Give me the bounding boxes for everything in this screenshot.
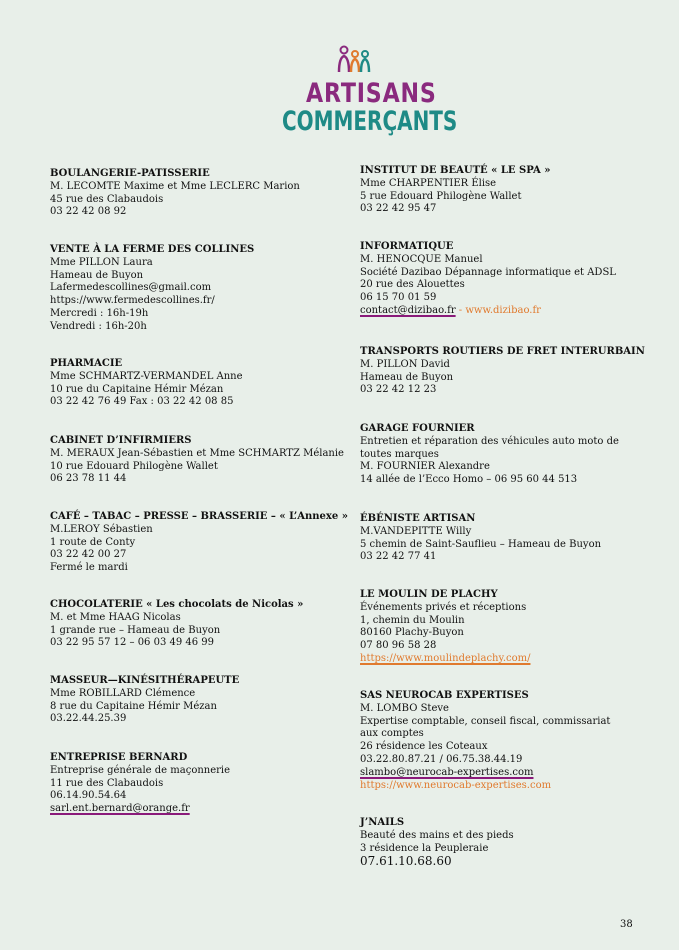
artisans-commercants-logo bbox=[282, 44, 458, 139]
email-link[interactable]: sarl.ent.bernard@orange.fr bbox=[50, 803, 190, 815]
entry-line: 03 22 42 95 47 bbox=[360, 203, 437, 215]
entry-title: J’NAILS bbox=[360, 817, 405, 828]
entry-title: SAS NEUROCAB EXPERTISES bbox=[360, 690, 529, 701]
entry-line: 06.14.90.54.64 bbox=[50, 790, 127, 802]
entry-line: Mercredi : 16h-19h bbox=[50, 307, 149, 319]
entry-line: 03 22 42 08 92 bbox=[50, 206, 127, 218]
entry-line: 10 rue Edouard Philogène Wallet bbox=[50, 460, 218, 472]
entry-line: 26 résidence les Coteaux bbox=[360, 741, 488, 753]
entry-transports bbox=[360, 346, 645, 397]
entry-line: 03 22 42 76 49 Fax : 03 22 42 08 85 bbox=[50, 396, 234, 408]
entry-line: 14 allée de l’Ecco Homo – 06 95 60 44 513 bbox=[360, 474, 578, 486]
email-link[interactable]: contact@dizibao.fr bbox=[360, 304, 456, 316]
entry-line: 03.22.80.87.21 / 06.75.38.44.19 bbox=[360, 753, 523, 765]
entry-line: 45 rue des Clabaudois bbox=[50, 193, 164, 205]
entry-chocolaterie bbox=[50, 599, 303, 650]
entry-title: ÉBÉNISTE ARTISAN bbox=[360, 513, 476, 524]
entry-line: 8 rue du Capitaine Hémir Mézan bbox=[50, 700, 217, 712]
entry-line: 03 22 42 12 23 bbox=[360, 384, 437, 396]
entry-line: M. LOMBO Steve bbox=[360, 702, 449, 714]
entry-neurocab bbox=[360, 690, 610, 792]
entry-line: M. FOURNIER Alexandre bbox=[360, 461, 490, 473]
entry-website[interactable]: https://www.fermedescollines.fr/ bbox=[50, 295, 215, 307]
entry-line: 03 22 42 00 27 bbox=[50, 549, 127, 561]
entry-title: MASSEUR—KINÉSITHÉRAPEUTE bbox=[50, 675, 240, 686]
logo-line-artisans: ARTISANS bbox=[306, 78, 437, 109]
entry-line: M. LECOMTE Maxime et Mme LECLERC Marion bbox=[50, 180, 300, 192]
entry-line: 03.22.44.25.39 bbox=[50, 713, 127, 725]
entry-cafe-tabac bbox=[50, 511, 348, 575]
entry-line: M. PILLON David bbox=[360, 358, 450, 370]
entry-line: aux comptes bbox=[360, 728, 424, 740]
entry-line: 3 résidence la Peupleraie bbox=[360, 842, 489, 854]
entry-garage-fournier bbox=[360, 423, 619, 487]
entry-title: ENTREPRISE BERNARD bbox=[50, 752, 188, 763]
entry-line: Entreprise générale de maçonnerie bbox=[50, 764, 231, 776]
entry-line: M. HENOCQUE Manuel bbox=[360, 253, 483, 265]
link-separator: - bbox=[455, 304, 466, 316]
entry-line: 80160 Plachy-Buyon bbox=[360, 627, 464, 639]
entry-line: 03 22 95 57 12 – 06 03 49 46 99 bbox=[50, 637, 215, 649]
entry-title: INSTITUT DE BEAUTÉ « LE SPA » bbox=[360, 165, 551, 176]
entry-title: TRANSPORTS ROUTIERS DE FRET INTERURBAIN bbox=[360, 346, 645, 357]
entry-line: M. et Mme HAAG Nicolas bbox=[50, 611, 181, 623]
entry-line: Société Dazibao Dépannage informatique et ADSL bbox=[360, 266, 616, 278]
website-link[interactable]: https://www.neurocab-expertises.com bbox=[360, 779, 552, 791]
entry-line: Entretien et réparation des véhicules auto moto de bbox=[360, 435, 619, 447]
entry-title: PHARMACIE bbox=[50, 358, 123, 369]
entry-email[interactable]: Lafermedescollines@gmail.com bbox=[50, 282, 212, 294]
entry-title: LE MOULIN DE PLACHY bbox=[360, 589, 498, 600]
entry-line: M.VANDEPITTE Willy bbox=[360, 525, 472, 537]
entry-pharmacie bbox=[50, 358, 243, 409]
entry-line: 1, chemin du Moulin bbox=[360, 614, 465, 626]
logo-line-commercants: COMMERÇANTS bbox=[282, 106, 458, 137]
entry-jnails bbox=[360, 817, 514, 868]
entry-line: 5 rue Edouard Philogène Wallet bbox=[360, 190, 522, 202]
entry-title: CAFÉ – TABAC – PRESSE – BRASSERIE – « L’Annexe » bbox=[50, 511, 348, 522]
entry-line: M. MERAUX Jean-Sébastien et Mme SCHMARTZ Mélanie bbox=[50, 447, 344, 459]
entry-line: 20 rue des Alouettes bbox=[360, 279, 465, 291]
entry-cabinet-infirmiers bbox=[50, 435, 344, 486]
entry-masseur bbox=[50, 675, 239, 726]
entry-line: 11 rue des Clabaudois bbox=[50, 777, 164, 789]
entry-line: Expertise comptable, conseil fiscal, commissariat bbox=[360, 715, 611, 727]
website-link[interactable]: https://www.moulindeplachy.com/ bbox=[360, 652, 531, 664]
entry-ebeniste bbox=[360, 513, 601, 564]
entry-line: Hameau de Buyon bbox=[50, 269, 144, 281]
entry-title: BOULANGERIE-PATISSERIE bbox=[50, 168, 210, 179]
entry-line: 5 chemin de Saint-Sauflieu – Hameau de Buyon bbox=[360, 538, 602, 550]
entry-line: Mme ROBILLARD Clémence bbox=[50, 687, 196, 699]
entry-line: 10 rue du Capitaine Hémir Mézan bbox=[50, 383, 224, 395]
entry-line: Mme CHARPENTIER Élise bbox=[360, 177, 497, 189]
entry-title: INFORMATIQUE bbox=[360, 241, 454, 252]
entry-title: GARAGE FOURNIER bbox=[360, 423, 475, 434]
entry-line: 03 22 42 77 41 bbox=[360, 551, 437, 563]
entry-title: CHOCOLATERIE « Les chocolats de Nicolas » bbox=[50, 599, 304, 610]
entry-line: Vendredi : 16h-20h bbox=[50, 320, 147, 332]
entry-line: 1 route de Conty bbox=[50, 536, 136, 548]
entry-line: 1 grande rue – Hameau de Buyon bbox=[50, 624, 221, 636]
entry-line: toutes marques bbox=[360, 448, 439, 460]
entry-line: Fermé le mardi bbox=[50, 562, 128, 574]
entry-title: VENTE À LA FERME DES COLLINES bbox=[50, 244, 255, 255]
entry-line: Mme SCHMARTZ-VERMANDEL Anne bbox=[50, 370, 243, 382]
entry-boulangerie bbox=[50, 168, 300, 219]
email-link[interactable]: slambo@neurocab-expertises.com bbox=[360, 766, 534, 778]
entry-line: 06 15 70 01 59 bbox=[360, 292, 437, 304]
website-link[interactable]: www.dizibao.fr bbox=[465, 304, 541, 316]
entry-informatique bbox=[360, 241, 616, 318]
entry-institut-beaute bbox=[360, 165, 551, 216]
page-number: 38 bbox=[620, 919, 633, 930]
entry-title: CABINET D’INFIRMIERS bbox=[50, 435, 192, 446]
entry-line: 07 80 96 58 28 bbox=[360, 640, 437, 652]
entry-ferme-des-collines bbox=[50, 244, 254, 334]
entry-line: Beauté des mains et des pieds bbox=[360, 829, 514, 841]
entry-moulin-de-plachy bbox=[360, 589, 530, 666]
entry-line: M.LEROY Sébastien bbox=[50, 523, 153, 535]
entry-line: Hameau de Buyon bbox=[360, 371, 454, 383]
entry-line: Mme PILLON Laura bbox=[50, 256, 153, 268]
entry-line: 06 23 78 11 44 bbox=[50, 473, 127, 485]
entry-entreprise-bernard bbox=[50, 752, 230, 816]
entry-phone: 07.61.10.68.60 bbox=[360, 854, 452, 869]
entry-line: Événements privés et réceptions bbox=[360, 601, 527, 613]
